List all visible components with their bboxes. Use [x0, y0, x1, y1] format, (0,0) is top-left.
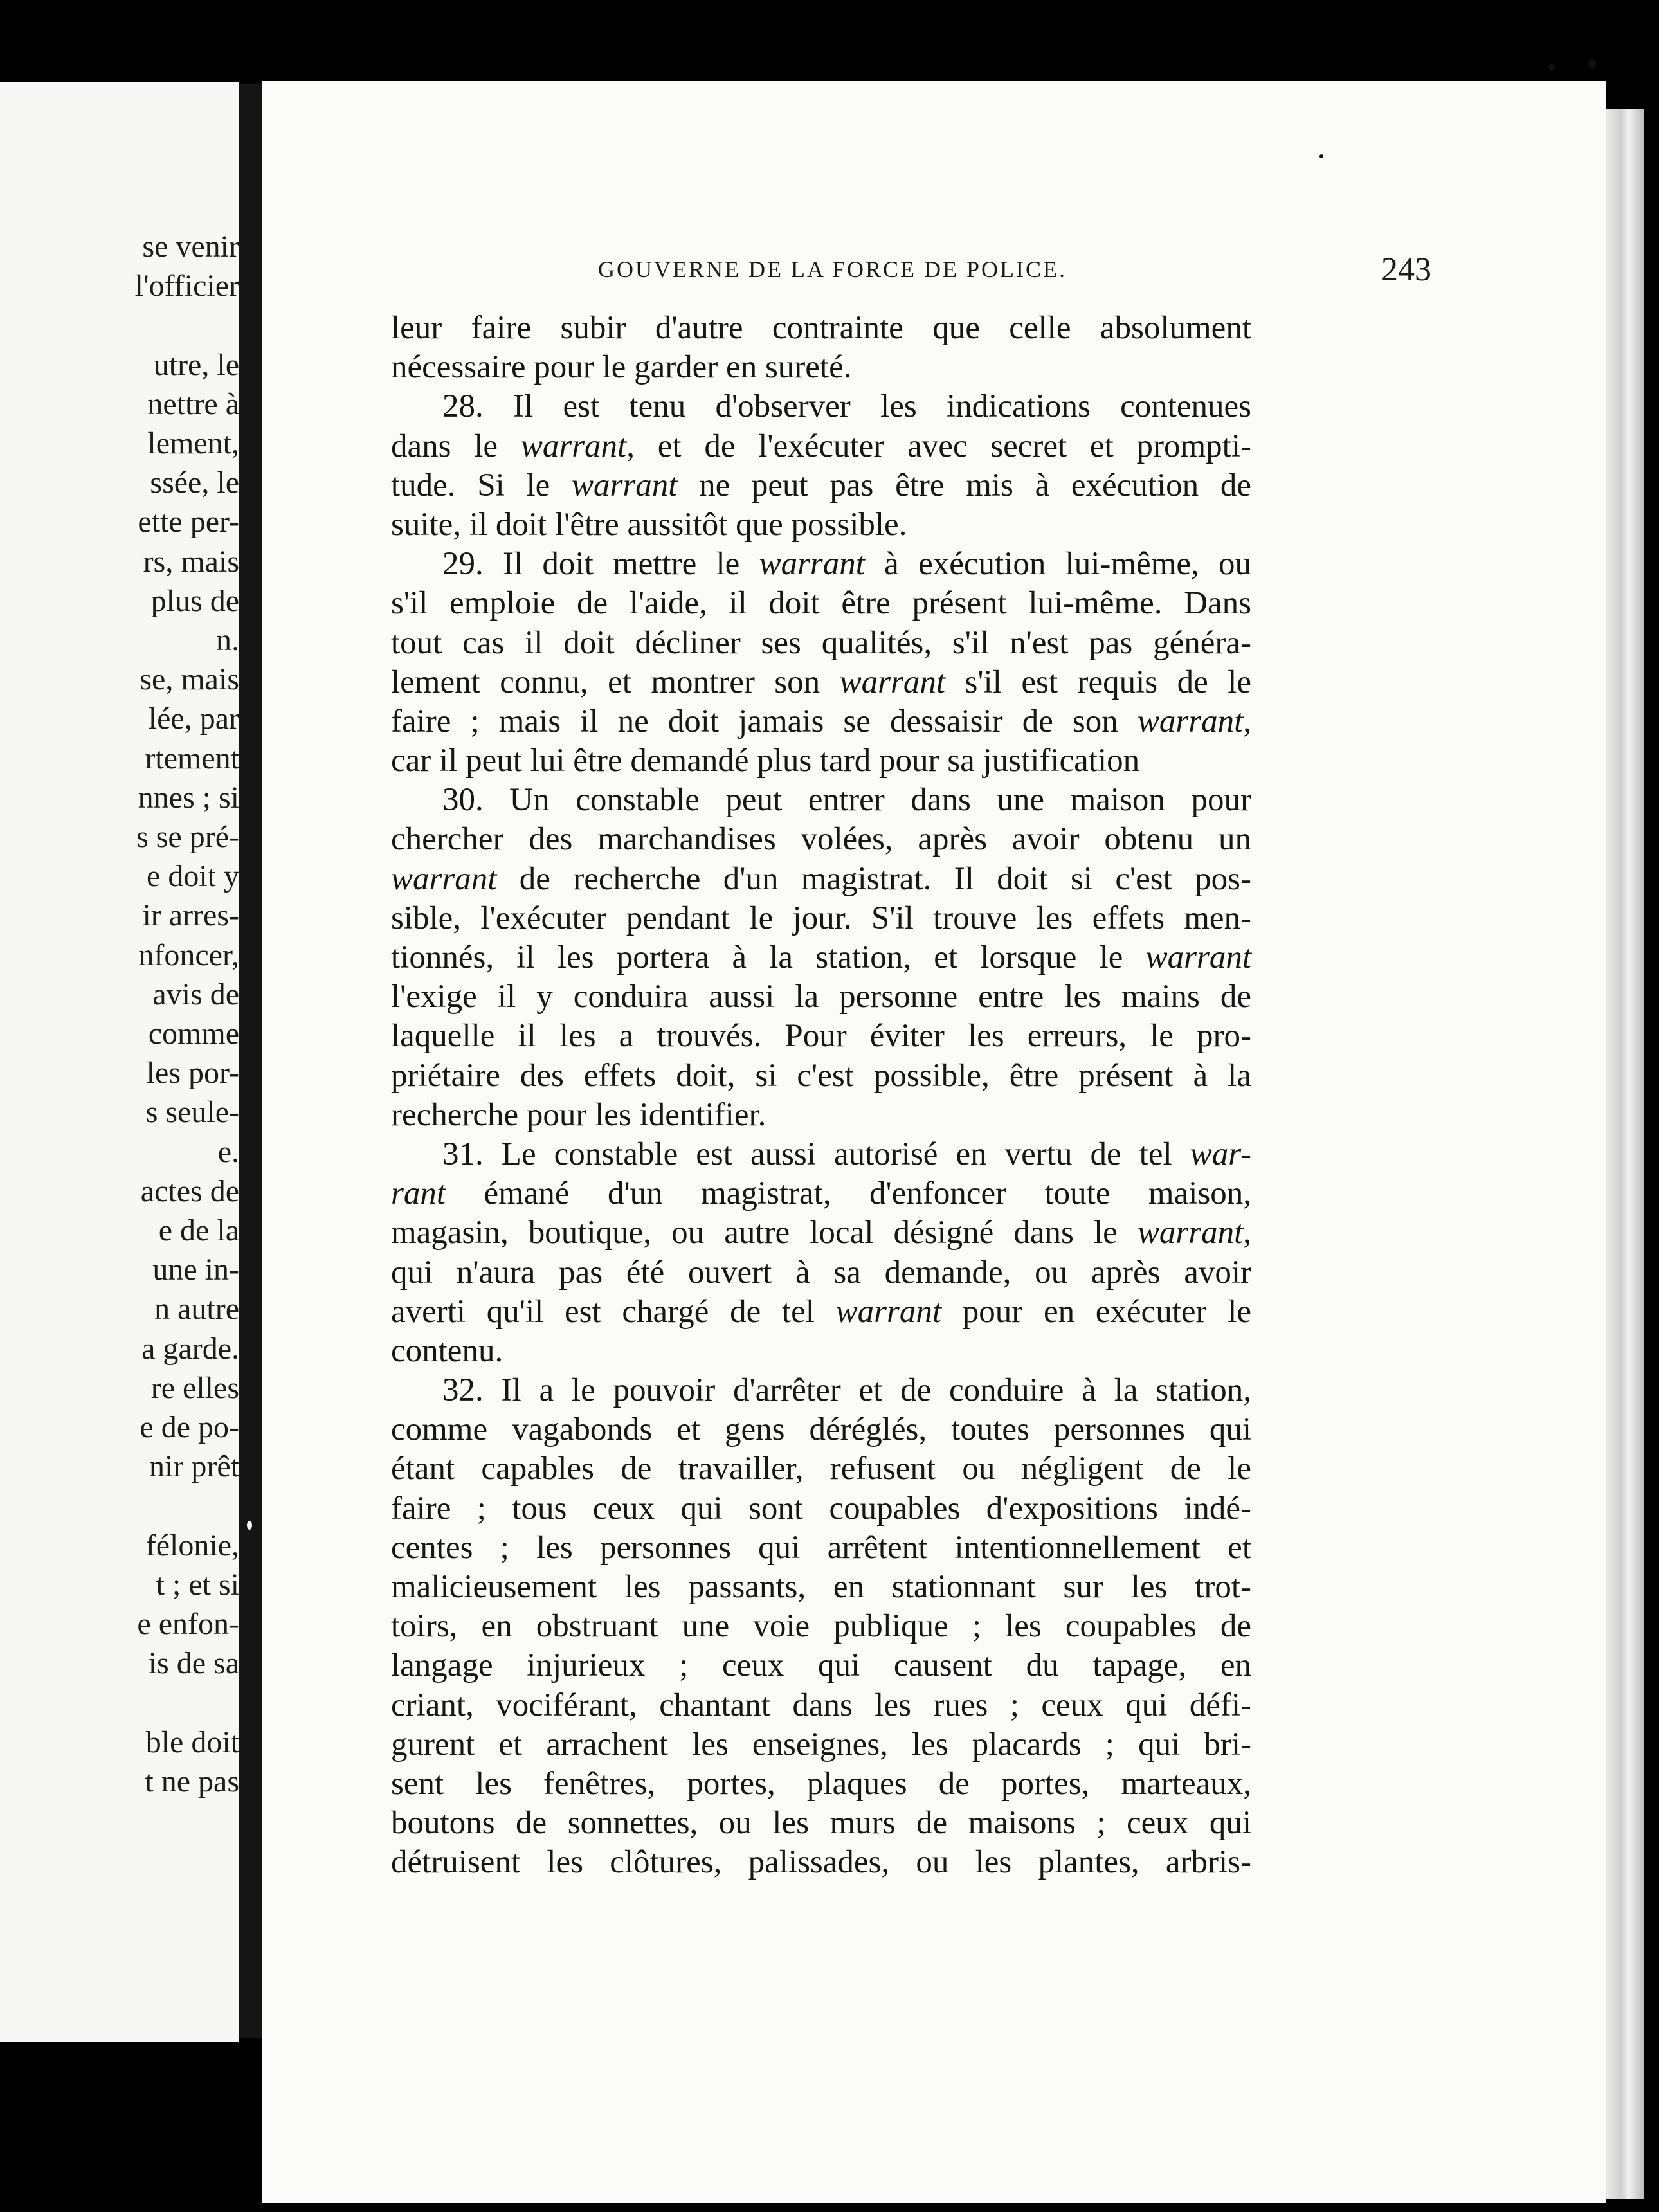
scan-speck — [1319, 154, 1323, 158]
text-line: laquelle il les a trouvés. Pour éviter les erreurs, le pro- — [391, 1018, 1251, 1055]
page-number: 243 — [1381, 251, 1431, 288]
left-text-fragment: utre, le — [153, 347, 239, 382]
running-head: GOUVERNE DE LA FORCE DE POLICE. — [598, 257, 1067, 282]
text-line: qui n'aura pas été ouvert à sa demande, ou après avoir — [391, 1254, 1251, 1291]
left-text-fragment: e. — [217, 1134, 239, 1169]
text-line: sible, l'exécuter pendant le jour. S'il trouve les effets men- — [391, 900, 1251, 936]
text-line: priétaire des effets doit, si c'est possible, être présent à la — [391, 1057, 1251, 1094]
text-line: tude. Si le warrant ne peut pas être mis à exécution de — [391, 467, 1251, 503]
left-text-fragment: actes de — [140, 1174, 239, 1208]
left-text-fragment: is de sa — [148, 1646, 239, 1681]
text-line: toirs, en obstruant une voie publique ; les coupables de — [391, 1608, 1251, 1645]
text-line: averti qu'il est chargé de tel warrant pour en exécuter le — [391, 1293, 1252, 1330]
text-line: rant émané d'un magistrat, d'enfoncer toute maison, — [391, 1175, 1251, 1212]
left-text-fragment: ssée, le — [150, 466, 239, 500]
text-line: dans le warrant, et de l'exécuter avec secret et prompti- — [391, 428, 1251, 464]
left-text-fragment: n autre — [154, 1292, 239, 1327]
text-line: 28. Il est tenu d'observer les indications contenues — [442, 388, 1251, 425]
left-text-fragment: se venir — [142, 230, 239, 264]
left-text-fragment: s se pré- — [136, 820, 239, 854]
left-text-fragment: ette per- — [138, 505, 239, 539]
text-line: malicieusement les passants, en stationnant sur les trot- — [391, 1569, 1251, 1605]
text-line: suite, il doit l'être aussitôt que possible. — [391, 506, 907, 543]
left-text-fragment: lée, par — [148, 702, 239, 736]
left-text-fragment: e doit y — [147, 859, 239, 894]
text-line: nécessaire pour le garder en sureté. — [391, 349, 852, 386]
text-line: étant capables de travailler, refusent ou négligent de le — [391, 1451, 1251, 1487]
text-line: tionnés, il les portera à la station, et lorsque le warrant — [391, 939, 1251, 975]
book-gutter — [239, 84, 265, 2038]
left-text-fragment: se, mais — [140, 662, 239, 697]
text-line: détruisent les clôtures, palissades, ou les plantes, arbris- — [391, 1844, 1251, 1881]
left-text-fragment: félonie, — [145, 1528, 239, 1563]
left-text-fragment: nettre à — [147, 386, 239, 421]
scan-speck — [247, 1521, 252, 1530]
left-page — [0, 82, 239, 2042]
left-text-fragment: rtement — [145, 741, 239, 775]
left-text-fragment: n. — [216, 623, 239, 657]
text-line: recherche pour les identifier. — [391, 1096, 766, 1133]
text-line: faire ; tous ceux qui sont coupables d'expositions indé- — [391, 1490, 1251, 1527]
text-line: 30. Un constable peut entrer dans une maison pour — [442, 782, 1251, 819]
left-text-fragment: nfoncer, — [138, 938, 239, 972]
left-text-fragment: t ; et si — [156, 1567, 239, 1602]
text-line: lement connu, et montrer son warrant s'il est requis de le — [391, 664, 1252, 700]
left-text-fragment: t ne pas — [145, 1764, 239, 1799]
body-text — [391, 309, 1251, 1883]
left-text-fragment: rs, mais — [143, 544, 239, 579]
text-line: contenu. — [391, 1332, 503, 1369]
text-line: 29. Il doit mettre le warrant à exécution lui-même, ou — [442, 546, 1251, 583]
text-line: comme vagabonds et gens déréglés, toutes personnes qui — [391, 1411, 1251, 1448]
text-line: l'exige il y conduira aussi la personne entre les mains de — [391, 979, 1251, 1015]
text-line: 31. Le constable est aussi autorisé en vertu de tel war- — [442, 1136, 1251, 1172]
left-text-fragment: ble doit — [145, 1725, 239, 1759]
left-text-fragment: a garde. — [141, 1331, 239, 1366]
left-text-fragment: re elles — [150, 1370, 239, 1405]
text-line: car il peut lui être demandé plus tard pour sa justification — [391, 743, 1140, 779]
text-line: s'il emploie de l'aide, il doit être présent lui-même. Dans — [391, 585, 1251, 622]
left-text-fragment: e enfon- — [137, 1607, 239, 1641]
left-text-fragment: e de po- — [140, 1410, 239, 1444]
text-line: criant, vociférant, chantant dans les rues ; ceux qui défi- — [391, 1687, 1251, 1723]
left-text-fragment: nnes ; si — [138, 780, 239, 815]
left-text-fragment: comme — [148, 1017, 239, 1051]
text-line: warrant de recherche d'un magistrat. Il doit si c'est pos- — [391, 860, 1251, 897]
left-text-fragment: ir arres- — [142, 898, 239, 933]
left-text-fragment: nir prêt — [149, 1449, 239, 1484]
scan-speck — [1588, 59, 1596, 68]
left-text-fragment: une in- — [152, 1253, 239, 1287]
left-text-fragment: s seule- — [145, 1095, 239, 1130]
scan-speck — [1548, 64, 1555, 71]
left-text-fragment: e de la — [158, 1213, 239, 1247]
text-line: sent les fenêtres, portes, plaques de portes, marteaux, — [391, 1765, 1251, 1802]
text-line: faire ; mais il ne doit jamais se dessaisir de son warrant, — [391, 703, 1251, 739]
text-line: leur faire subir d'autre contrainte que celle absolument — [391, 310, 1251, 346]
text-line: chercher des marchandises volées, après avoir obtenu un — [391, 821, 1251, 858]
left-text-fragment: lement, — [147, 426, 239, 460]
left-text-fragment: les por- — [146, 1056, 239, 1091]
text-line: magasin, boutique, ou autre local désigné dans le warrant, — [391, 1215, 1251, 1251]
text-line: 32. Il a le pouvoir d'arrêter et de conduire à la station, — [442, 1372, 1251, 1409]
left-text-fragment: avis de — [152, 977, 239, 1011]
left-text-fragment: l'officier — [134, 269, 239, 304]
text-line: boutons de sonnettes, ou les murs de maisons ; ceux qui — [391, 1805, 1251, 1842]
text-line: gurent et arrachent les enseignes, les placards ; qui bri- — [391, 1726, 1251, 1763]
left-text-fragment: plus de — [150, 583, 239, 618]
text-line: centes ; les personnes qui arrêtent intentionnellement et — [391, 1529, 1251, 1566]
text-line: langage injurieux ; ceux qui causent du tapage, en — [391, 1647, 1251, 1684]
page-edge — [1606, 109, 1644, 2199]
text-line: tout cas il doit décliner ses qualités, s'il n'est pas généra- — [391, 624, 1251, 661]
